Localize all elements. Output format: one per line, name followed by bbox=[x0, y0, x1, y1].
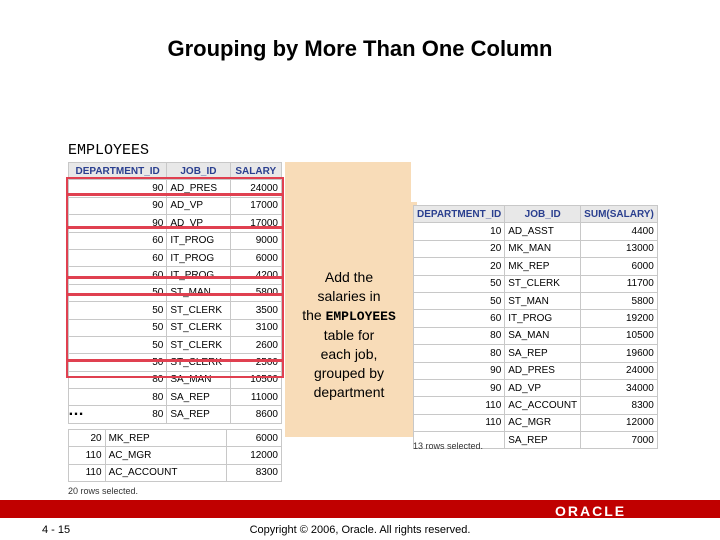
table-cell: AC_ACCOUNT bbox=[505, 397, 581, 414]
employees-table-tail bbox=[68, 429, 282, 482]
callout-text bbox=[287, 268, 411, 402]
table-cell: MK_REP bbox=[505, 258, 581, 275]
table-row bbox=[414, 397, 658, 414]
table-cell: 6000 bbox=[226, 430, 281, 447]
table-cell: 4200 bbox=[230, 267, 281, 284]
table-cell: 24000 bbox=[230, 180, 281, 197]
table-cell: ST_MAN bbox=[167, 284, 230, 301]
table-cell: 8600 bbox=[230, 406, 281, 423]
table-row bbox=[414, 345, 658, 362]
table-cell: SA_REP bbox=[167, 406, 230, 423]
table-cell: 24000 bbox=[581, 362, 658, 379]
copyright-notice: Copyright © 2006, Oracle. All rights reserved. bbox=[249, 524, 471, 536]
table-cell: AD_VP bbox=[167, 215, 230, 232]
callout-line: department bbox=[313, 384, 385, 400]
table-cell: 110 bbox=[414, 397, 505, 414]
table-cell: 90 bbox=[69, 215, 167, 232]
table-cell: 80 bbox=[69, 389, 167, 406]
table-cell: 4400 bbox=[581, 223, 658, 240]
table-cell: AC_MGR bbox=[505, 414, 581, 431]
callout-line: Add the bbox=[324, 269, 374, 285]
table-cell: 10500 bbox=[230, 371, 281, 388]
table-cell: SA_MAN bbox=[505, 327, 581, 344]
table-cell: 80 bbox=[414, 327, 505, 344]
callout-line: table for bbox=[323, 327, 375, 343]
column-header: DEPARTMENT_ID bbox=[414, 206, 505, 223]
table-cell: 60 bbox=[414, 310, 505, 327]
table-cell: SA_MAN bbox=[167, 371, 230, 388]
table-cell: 50 bbox=[69, 354, 167, 371]
table-cell: AD_VP bbox=[167, 197, 230, 214]
table-row bbox=[414, 223, 658, 240]
table-cell: 50 bbox=[69, 284, 167, 301]
table-cell: SA_REP bbox=[167, 389, 230, 406]
table-cell: 90 bbox=[414, 362, 505, 379]
table-cell: 9000 bbox=[230, 232, 281, 249]
table-cell: 6000 bbox=[230, 249, 281, 266]
ellipsis: … bbox=[68, 402, 84, 419]
table-cell: 50 bbox=[69, 302, 167, 319]
table-cell: 50 bbox=[69, 319, 167, 336]
table-cell: 20 bbox=[414, 240, 505, 257]
table-cell: ST_MAN bbox=[505, 292, 581, 309]
table-cell: 12000 bbox=[581, 414, 658, 431]
table-row bbox=[414, 362, 658, 379]
callout-line-prefix: the bbox=[302, 307, 322, 323]
table-cell: 3100 bbox=[230, 319, 281, 336]
table-cell: 110 bbox=[414, 414, 505, 431]
callout-line: salaries in bbox=[317, 288, 381, 304]
group-highlight bbox=[66, 194, 284, 228]
table-cell: ST_CLERK bbox=[505, 275, 581, 292]
table-cell: AD_ASST bbox=[505, 223, 581, 240]
callout-line: grouped by bbox=[313, 365, 385, 381]
table-cell: 3500 bbox=[230, 302, 281, 319]
table-cell: 10500 bbox=[581, 327, 658, 344]
table-cell: 8300 bbox=[226, 464, 281, 481]
table-cell: 90 bbox=[69, 180, 167, 197]
table-row bbox=[414, 258, 658, 275]
table-row bbox=[69, 464, 282, 481]
result-rows-selected: 13 rows selected. bbox=[413, 441, 484, 451]
table-cell: SA_REP bbox=[505, 432, 581, 449]
table-cell: 5800 bbox=[230, 284, 281, 301]
column-header: SUM(SALARY) bbox=[581, 206, 658, 223]
table-cell: 90 bbox=[414, 379, 505, 396]
table-cell: 6000 bbox=[581, 258, 658, 275]
table-cell: 13000 bbox=[581, 240, 658, 257]
callout-line bbox=[287, 306, 411, 326]
table-row bbox=[69, 389, 282, 406]
table-cell: 12000 bbox=[226, 447, 281, 464]
table-cell: 8300 bbox=[581, 397, 658, 414]
column-header: SALARY bbox=[230, 163, 281, 180]
table-cell: AD_PRES bbox=[167, 180, 230, 197]
table-cell: 11000 bbox=[230, 389, 281, 406]
table-row bbox=[414, 310, 658, 327]
table-cell: 50 bbox=[69, 336, 167, 353]
table-cell: AD_PRES bbox=[505, 362, 581, 379]
table-cell: 10 bbox=[414, 223, 505, 240]
table-cell: 110 bbox=[69, 464, 106, 481]
group-highlight bbox=[66, 360, 284, 378]
table-cell: 50 bbox=[414, 292, 505, 309]
table-row bbox=[414, 327, 658, 344]
table-row bbox=[69, 447, 282, 464]
table-row bbox=[414, 292, 658, 309]
table-cell: 60 bbox=[69, 249, 167, 266]
table-header-row bbox=[414, 206, 658, 223]
oracle-logo: ORACLE bbox=[555, 503, 627, 519]
table-cell: MK_REP bbox=[105, 430, 226, 447]
table-cell: AD_VP bbox=[505, 379, 581, 396]
callout-table-name: EMPLOYEES bbox=[325, 309, 396, 324]
table-cell: 50 bbox=[414, 275, 505, 292]
group-highlight bbox=[66, 277, 284, 295]
table-cell: ST_CLERK bbox=[167, 319, 230, 336]
table-cell: IT_PROG bbox=[505, 310, 581, 327]
table-cell: 19200 bbox=[581, 310, 658, 327]
table-cell: 110 bbox=[69, 447, 106, 464]
table-cell: 20 bbox=[414, 258, 505, 275]
callout-line: each job, bbox=[320, 346, 378, 362]
column-header: JOB_ID bbox=[505, 206, 581, 223]
page-number: 4 - 15 bbox=[42, 524, 71, 536]
table-cell: 80 bbox=[69, 371, 167, 388]
table-cell: 80 bbox=[414, 345, 505, 362]
table-cell: ST_CLERK bbox=[167, 302, 230, 319]
table-cell: 19600 bbox=[581, 345, 658, 362]
group-highlight bbox=[66, 294, 284, 361]
group-highlight bbox=[66, 227, 284, 278]
table-cell: IT_PROG bbox=[167, 232, 230, 249]
table-cell: 80 bbox=[69, 406, 167, 423]
table-cell: AC_ACCOUNT bbox=[105, 464, 226, 481]
table-cell: 2600 bbox=[230, 336, 281, 353]
employees-rows-selected: 20 rows selected. bbox=[68, 486, 139, 496]
table-cell: ST_CLERK bbox=[167, 336, 230, 353]
table-cell: 60 bbox=[69, 232, 167, 249]
table-row bbox=[69, 406, 282, 423]
table-cell: SA_REP bbox=[505, 345, 581, 362]
table-row bbox=[69, 430, 282, 447]
table-cell: IT_PROG bbox=[167, 267, 230, 284]
table-row bbox=[414, 379, 658, 396]
table-cell: 34000 bbox=[581, 379, 658, 396]
result-table bbox=[413, 205, 658, 449]
table-cell: 17000 bbox=[230, 197, 281, 214]
column-header: DEPARTMENT_ID bbox=[69, 163, 167, 180]
table-cell: MK_MAN bbox=[505, 240, 581, 257]
table-cell: 17000 bbox=[230, 215, 281, 232]
slide-title: Grouping by More Than One Column bbox=[167, 36, 553, 61]
table-cell: AC_MGR bbox=[105, 447, 226, 464]
table-cell: 5800 bbox=[581, 292, 658, 309]
table-cell: 11700 bbox=[581, 275, 658, 292]
table-cell: ST_CLERK bbox=[167, 354, 230, 371]
table-row bbox=[414, 414, 658, 431]
column-header: JOB_ID bbox=[167, 163, 230, 180]
group-highlight bbox=[66, 177, 284, 195]
table-cell: 90 bbox=[69, 197, 167, 214]
table-cell: 2500 bbox=[230, 354, 281, 371]
table-row bbox=[414, 275, 658, 292]
table-cell: 60 bbox=[69, 267, 167, 284]
table-cell: 20 bbox=[69, 430, 106, 447]
table-cell: 7000 bbox=[581, 432, 658, 449]
employees-table-label: EMPLOYEES bbox=[68, 142, 150, 159]
table-row bbox=[414, 240, 658, 257]
table-cell: IT_PROG bbox=[167, 249, 230, 266]
